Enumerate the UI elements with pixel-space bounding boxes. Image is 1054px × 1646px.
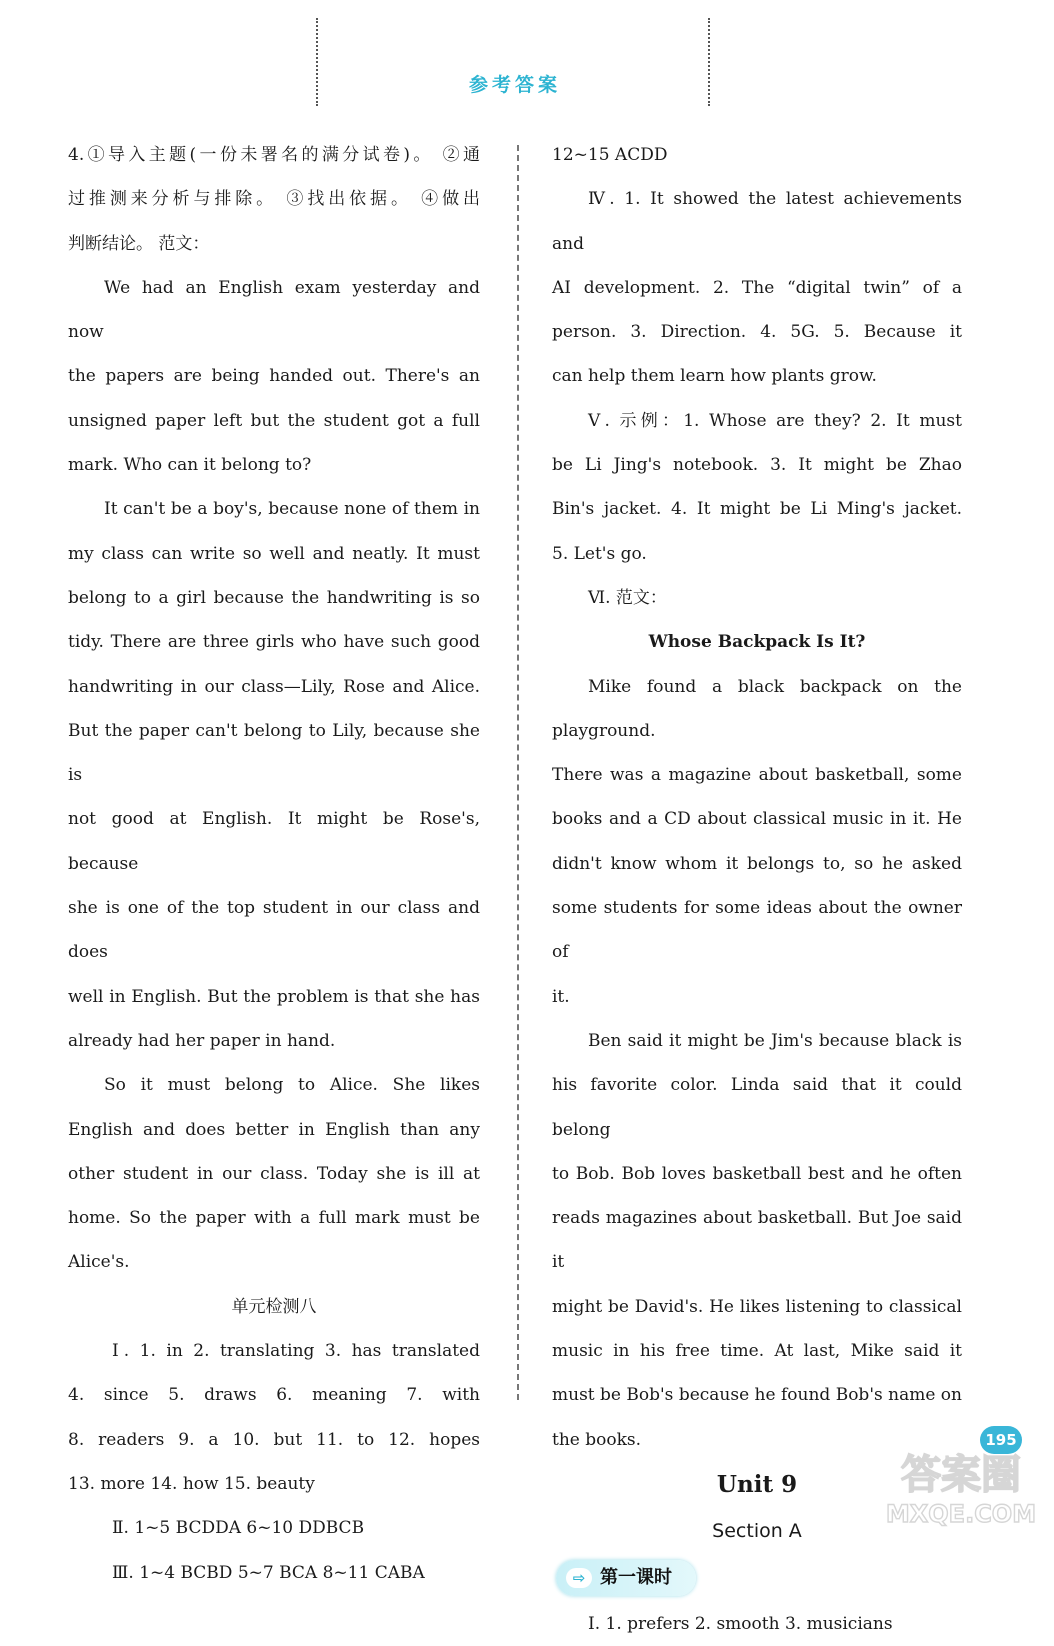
essay-line: the papers are being handed out. There's an [68,366,480,387]
answer-line: 5. Let's go. [552,543,647,564]
lesson-label: 第一课时 [600,1566,672,1588]
answer-line: can help them learn how plants grow. [552,366,877,387]
essay-line: There was a magazine about basketball, some [552,765,962,786]
right-column [552,133,962,1646]
section-heading: Section A [712,1519,802,1542]
essay-line: some students for some ideas about the owner of [552,898,962,963]
essay-line: my class can write so well and neatly. It must [68,543,480,564]
watermark-chars: 答案圈 [901,1452,1021,1498]
essay-line: Mike found a black backpack on the playground. [552,676,962,741]
answer-line: 8. readers 9. a 10. but 11. to 12. hopes [68,1429,480,1450]
header-rule-right [708,18,710,106]
essay-line: already had her paper in hand. [68,1030,336,1051]
test-title: 单元检测八 [231,1296,317,1317]
header-rule-left [316,18,318,106]
watermark-logo [876,1438,1046,1530]
essay-line: mark. Who can it belong to? [68,455,312,476]
essay-title: Whose Backpack Is It? [648,632,866,653]
watermark-site: MXQE.COM [885,1500,1037,1528]
essay-line: unsigned paper left but the student got a full [68,410,480,431]
q4-line: 4.①导入主题(一份未署名的满分试卷)。 ②通 [68,145,480,165]
essay-line: well in English. But the problem is that she has [68,986,480,1007]
answer-line: be Li Jing's notebook. 3. It might be Zhao [552,455,962,476]
unit-heading: Unit 9 [716,1470,798,1498]
q4-line: 判断结论。 范文： [68,233,210,254]
column-divider [517,145,519,1400]
arrow-right-icon: ⇨ [566,1568,592,1588]
essay-line: But the paper can't belong to Lily, because she is [68,720,480,786]
essay-line: We had an English exam yesterday and now [68,277,480,343]
answer-line: AI development. 2. The “digital twin” of a [552,277,962,298]
left-column [68,133,480,1595]
essay-line: English and does better in English than any [68,1119,480,1140]
q4-line: 过推测来分析与排除。 ③找出依据。 ④做出 [68,189,480,210]
essay-line: handwriting in our class—Lily, Rose and Alice. [68,676,480,697]
answer-line: Ⅱ. 1~5 BCDDA 6~10 DDBCB [112,1518,365,1539]
essay-line: reads magazines about basketball. But Joe said it [552,1208,962,1273]
answer-line: Bin's jacket. 4. It might be Li Ming's jacket. [552,499,962,520]
essay-line: music in his free time. At last, Mike said it [552,1341,962,1362]
essay-line: must be Bob's because he found Bob's name on [552,1385,962,1406]
answer-line: 12~15 ACDD [552,145,668,165]
page-header-title: 参考答案 [468,74,561,96]
essay-line: the books. [552,1429,642,1450]
essay-line: other student in our class. Today she is ill at [68,1163,480,1184]
answer-line: Ⅳ. 1. It showed the latest achievements and [552,189,962,254]
lesson-tag [556,1560,696,1596]
essay-line: books and a CD about classical music in it. He [552,809,962,830]
answer-line: 13. more 14. how 15. beauty [68,1473,315,1494]
answer-line: Ⅰ. 1. prefers 2. smooth 3. musicians [588,1613,893,1634]
essay-line: So it must belong to Alice. She likes [104,1075,480,1096]
answer-line: Ⅴ. 示例：1. Whose are they? 2. It must [588,410,962,431]
essay-line: she is one of the top student in our class and does [68,898,480,963]
essay-line: Alice's. [68,1252,130,1273]
essay-line: it. [552,986,570,1007]
essay-line: Ben said it might be Jim's because black is [588,1030,962,1051]
essay-line: belong to a girl because the handwriting is so [68,587,480,608]
answer-line: 4. since 5. draws 6. meaning 7. with [68,1385,480,1406]
answer-line: person. 3. Direction. 4. 5G. 5. Because it [552,322,962,343]
essay-line: It can't be a boy's, because none of them in [104,499,480,520]
essay-line: not good at English. It might be Rose's, because [68,809,480,874]
answer-line: Ⅰ. 1. in 2. translating 3. has translated [112,1341,480,1362]
essay-line: to Bob. Bob loves basketball best and he often [552,1163,962,1184]
essay-line: home. So the paper with a full mark must be [68,1208,480,1229]
essay-line: tidy. There are three girls who have such good [68,632,480,653]
essay-line: might be David's. He likes listening to classical [552,1296,962,1317]
answer-line: Ⅲ. 1~4 BCBD 5~7 BCA 8~11 CABA [112,1562,425,1583]
essay-line: his favorite color. Linda said that it could belong [552,1075,962,1140]
page-number-badge: 195 [980,1426,1022,1454]
answer-line: Ⅵ. 范文： [588,587,667,608]
essay-line: didn't know whom it belongs to, so he asked [552,853,962,874]
